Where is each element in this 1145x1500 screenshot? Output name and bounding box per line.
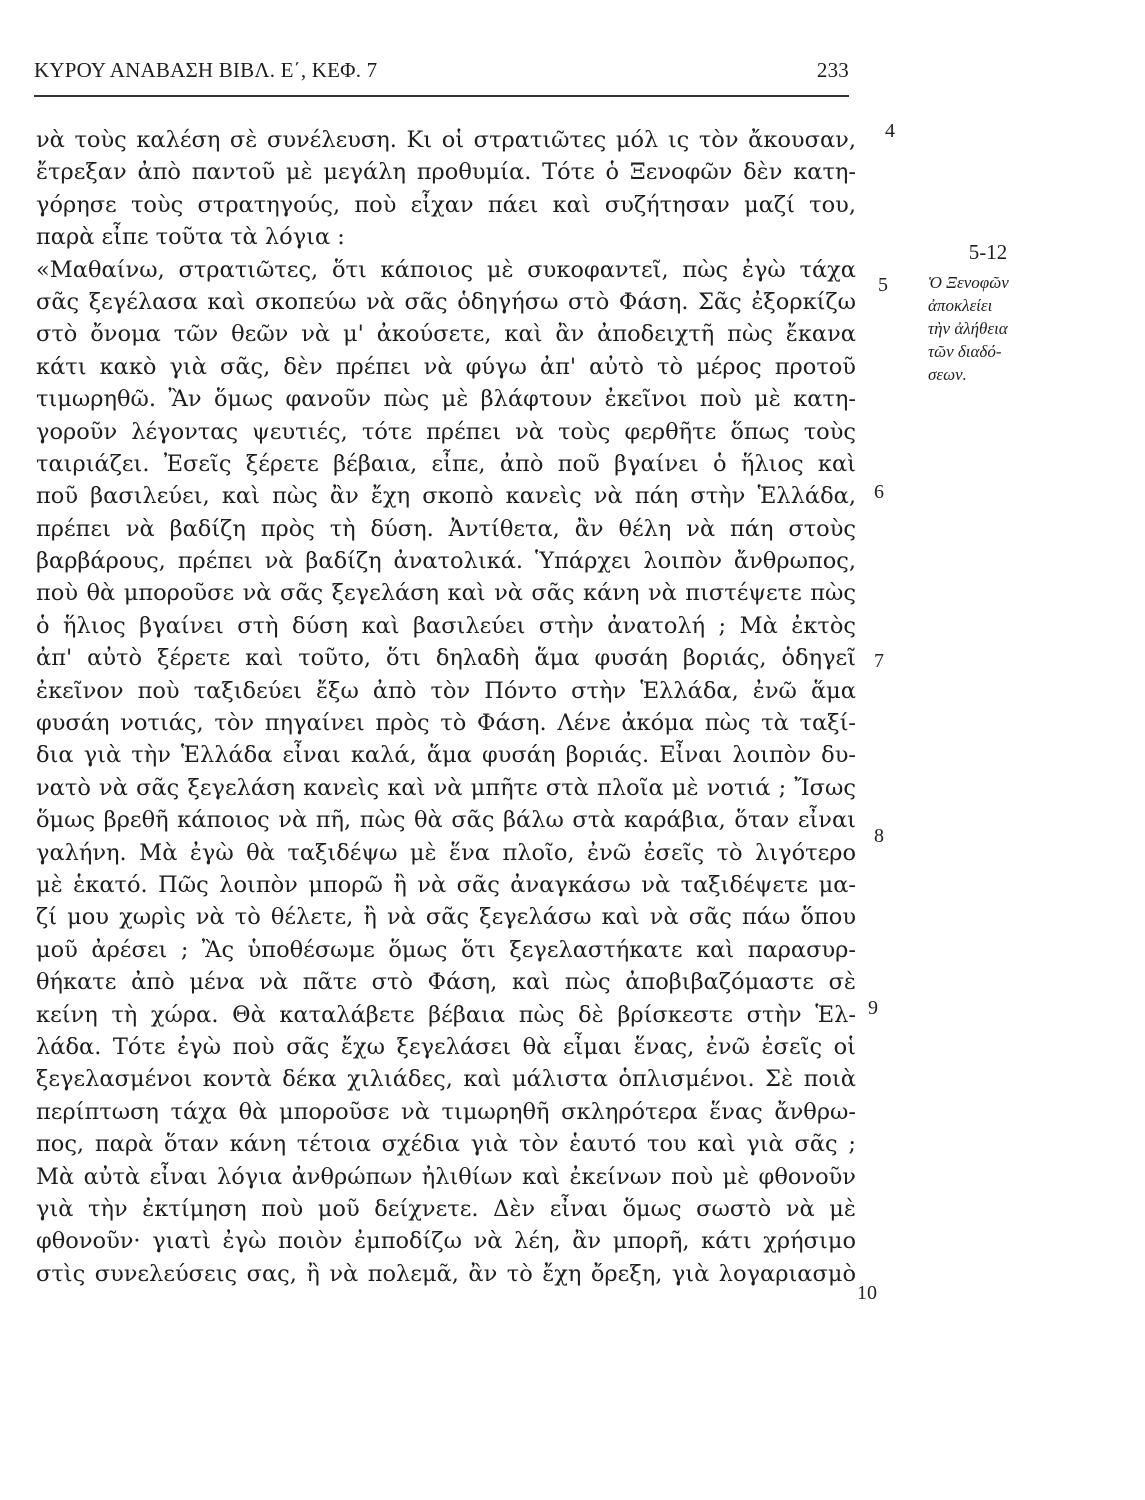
side-note-range: 5-12 — [968, 240, 1008, 264]
section-number-6: 6 — [874, 481, 884, 503]
text-line: φθονοῦν· γιατὶ ἐγὼ ποιὸν ἐμποδίζω νὰ λέη, ἂν μπορῆ, κάτι χρήσιμο — [36, 1228, 856, 1255]
side-note-line: Ὁ Ξενοφῶν — [928, 273, 1009, 292]
running-title: ΚΥΡΟΥ ΑΝΑΒΑΣΗ ΒΙΒΛ. Ε΄, ΚΕΦ. 7 — [34, 58, 378, 82]
text-line: μοῦ ἀρέσει ; Ἂς ὑποθέσωμε ὅμως ὅτι ξεγελαστήκατε καὶ παρασυρ- — [36, 936, 856, 963]
text-line: μὲ ἑκατό. Πῶς λοιπὸν μπορῶ ἢ νὰ σᾶς ἀναγκάσω νὰ ταξιδέψετε μα- — [36, 871, 856, 898]
text-line: «Μαθαίνω, στρατιῶτες, ὅτι κάποιος μὲ συκοφαντεῖ, πὼς ἐγὼ τάχα — [36, 256, 856, 283]
text-line: ταιριάζει. Ἐσεῖς ξέρετε βέβαια, εἶπε, ἀπὸ ποῦ βγαίνει ὁ ἥλιος καὶ — [36, 450, 856, 477]
text-line: ποῦ βασιλεύει, καὶ πὼς ἂν ἔχη σκοπὸ κανεὶς νὰ πάη στὴν Ἑλλάδα, — [36, 483, 856, 510]
text-line: κάτι κακὸ γιὰ σᾶς, δὲν πρέπει νὰ φύγω ἀπ' αὐτὸ τὸ μέρος προτοῦ — [36, 353, 856, 380]
page-number: 233 — [816, 58, 849, 82]
text-line: νὰ τοὺς καλέση σὲ συνέλευση. Κι οἱ στρατιῶτες μόλ ις τὸν ἄκουσαν, — [36, 127, 856, 153]
text-line: ποὺ θὰ μποροῦσε νὰ σᾶς ξεγελάση καὶ νὰ σᾶς κάνη νὰ πιστέψετε πὼς — [36, 580, 856, 607]
text-line: ὅμως βρεθῆ κάποιος νὰ πῆ, πὼς θὰ σᾶς βάλω στὰ καράβια, ὅταν εἶναι — [36, 807, 856, 834]
text-line: γαλήνη. Μὰ ἐγὼ θὰ ταξιδέψω μὲ ἕνα πλοῖο, ἐνῶ ἐσεῖς τὸ λιγότερο — [36, 839, 856, 866]
text-line: βαρβάρους, πρέπει νὰ βαδίζη ἀνατολικά. Ὑπάρχει λοιπὸν ἄνθρωπος, — [36, 548, 856, 575]
text-line: πρέπει νὰ βαδίζη πρὸς τὴ δύση. Ἀντίθετα, ἂν θέλη νὰ πάη στοὺς — [36, 515, 856, 542]
text-line: θήκατε ἀπὸ μένα νὰ πᾶτε στὸ Φάση, καὶ πὼς ἀποβιβαζόμαστε σὲ — [36, 969, 856, 996]
text-line: πος, παρὰ ὅταν κάνη τέτοια σχέδια γιὰ τὸν ἑαυτό του καὶ γιὰ σᾶς ; — [36, 1131, 856, 1158]
text-line: ἐκεῖνον ποὺ ταξιδεύει ἔξω ἀπὸ τὸν Πόντο στὴν Ἑλλάδα, ἐνῶ ἅμα — [36, 677, 856, 704]
text-line: φυσάη νοτιάς, τὸν πηγαίνει πρὸς τὸ Φάση. Λένε ἀκόμα πὼς τὰ ταξί- — [36, 710, 856, 737]
section-number-5: 5 — [878, 274, 888, 296]
text-line: σᾶς ξεγέλασα καὶ σκοπεύω νὰ σᾶς ὁδηγήσω στὸ Φάση. Σᾶς ἐξορκίζω — [36, 288, 856, 315]
text-line: περίπτωση τάχα θὰ μποροῦσε νὰ τιμωρηθῆ σκληρότερα ἕνας ἄνθρω- — [36, 1098, 856, 1125]
body-text — [36, 124, 856, 1290]
side-note-line: ἀποκλείει — [928, 296, 993, 315]
side-note — [928, 240, 1048, 386]
text-line: νατὸ νὰ σᾶς ξεγελάση κανεὶς καὶ νὰ μπῆτε στὰ πλοῖα μὲ νοτιά ; Ἴσως — [36, 774, 856, 801]
side-note-line: σεων. — [928, 365, 967, 384]
text-line: στὸ ὄνομα τῶν θεῶν νὰ μ' ἀκούσετε, καὶ ἂν ἀποδειχτῆ πὼς ἔκανα — [36, 321, 856, 348]
text-line: ξεγελασμένοι κοντὰ δέκα χιλιάδες, καὶ μάλιστα ὁπλισμένοι. Σὲ ποιὰ — [36, 1066, 856, 1093]
text-line: ἔτρεξαν ἀπὸ παντοῦ μὲ μεγάλη προθυμία. Τότε ὁ Ξενοφῶν δὲν κατη- — [36, 159, 856, 186]
text-line: γόρησε τοὺς στρατηγούς, ποὺ εἶχαν πάει καὶ συζήτησαν μαζί του, — [36, 191, 856, 218]
side-note-line: τῶν διαδό- — [928, 342, 1002, 361]
text-line: στὶς συνελεύσεις σας, ἢ νὰ πολεμᾶ, ἂν τὸ ἔχη ὄρεξη, γιὰ λογαριασμὸ — [36, 1260, 856, 1287]
text-line: κείνη τὴ χώρα. Θὰ καταλάβετε βέβαια πὼς δὲ βρίσκεστε στὴν Ἑλ- — [36, 1001, 856, 1028]
text-line: γοροῦν λέγοντας ψευτιές, τότε πρέπει νὰ τοὺς φερθῆτε ὅπως τοὺς — [36, 418, 856, 445]
text-line: λάδα. Τότε ἐγὼ ποὺ σᾶς ἔχω ξεγελάσει θὰ εἶμαι ἕνας, ἐνῶ ἐσεῖς οἱ — [36, 1033, 856, 1060]
text-line: παρὰ εἶπε τοῦτα τὰ λόγια : — [36, 224, 345, 251]
text-line: ὁ ἥλιος βγαίνει στὴ δύση καὶ βασιλεύει στὴν ἀνατολή ; Μὰ ἐκτὸς — [36, 612, 856, 639]
text-line: Μὰ αὐτὰ εἶναι λόγια ἀνθρώπων ἠλιθίων καὶ ἐκείνων ποὺ μὲ φθονοῦν — [36, 1163, 856, 1190]
text-line: γιὰ τὴν ἐκτίμηση ποὺ μοῦ δείχνετε. Δὲν εἶναι ὅμως σωστὸ νὰ μὲ — [36, 1195, 856, 1222]
header-rule — [34, 95, 849, 97]
section-number-10: 10 — [857, 1282, 877, 1304]
section-number-9: 9 — [868, 997, 878, 1019]
side-note-line: τὴν ἀλήθεια — [928, 319, 1008, 338]
text-line: δια γιὰ τὴν Ἑλλάδα εἶναι καλά, ἅμα φυσάη βοριάς. Εἶναι λοιπὸν δυ- — [36, 742, 856, 769]
section-number-4: 4 — [885, 120, 895, 142]
section-number-7: 7 — [874, 650, 884, 672]
text-line: ζί μου χωρὶς νὰ τὸ θέλετε, ἢ νὰ σᾶς ξεγελάσω καὶ νὰ σᾶς πάω ὅπου — [36, 904, 856, 931]
section-number-8: 8 — [874, 825, 884, 847]
text-line: ἀπ' αὐτὸ ξέρετε καὶ τοῦτο, ὅτι δηλαδὴ ἅμα φυσάη βοριάς, ὁδηγεῖ — [36, 645, 856, 672]
text-line: τιμωρηθῶ. Ἂν ὅμως φανοῦν πὼς μὲ βλάφτουν ἐκεῖνοι ποὺ μὲ κατη- — [36, 386, 856, 413]
